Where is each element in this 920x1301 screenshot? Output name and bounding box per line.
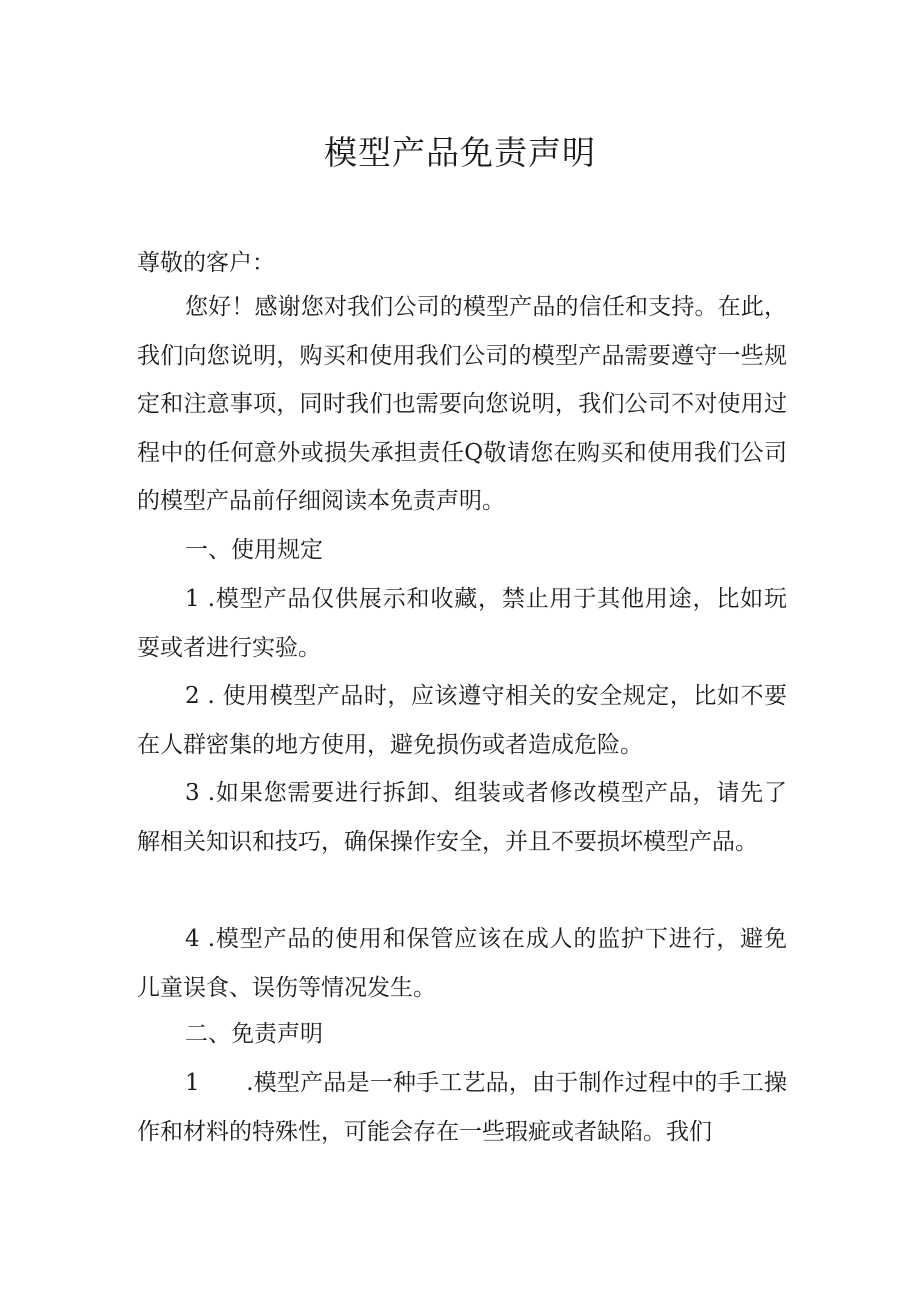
usage-rule-4: 4 .模型产品的使用和保管应该在成人的监护下进行，避免儿童误食、误伤等情况发生。 — [137, 926, 787, 1001]
intro-paragraph: 您好！感谢您对我们公司的模型产品的信任和支持。在此，我们向您说明，购买和使用我们公司的模型产品需要遵守一些规定和注意事项，同时我们也需要向您说明，我们公司不对使用过程中的任何意外或损失承担责任Q敬请您在购买和使用我们公司的模型产品前仔细阅读本免责声明。 — [137, 294, 787, 514]
usage-rule-2: 2 . 使用模型产品时，应该遵守相关的安全规定，比如不要在人群密集的地方使用，避免损伤或者造成危险。 — [137, 683, 787, 758]
document-title: 模型产品免责声明 — [324, 133, 596, 172]
usage-rule-1: 1 .模型产品仅供展示和收藏，禁止用于其他用途，比如玩耍或者进行实验。 — [137, 586, 787, 661]
usage-rule-3: 3 .如果您需要进行拆卸、组装或者修改模型产品，请先了解相关知识和技巧，确保操作安全，并且不要损坏模型产品。 — [137, 780, 787, 855]
section-heading-usage-rules: 一、使用规定 — [185, 537, 323, 563]
salutation: 尊敬的客户： — [137, 250, 275, 276]
disclaimer-item-1: 1 .模型产品是一种手工艺品，由于制作过程中的手工操作和材料的特殊性，可能会存在一些瑕疵或者缺陷。我们 — [137, 1070, 787, 1145]
section-heading-disclaimer: 二、免责声明 — [185, 1021, 323, 1047]
